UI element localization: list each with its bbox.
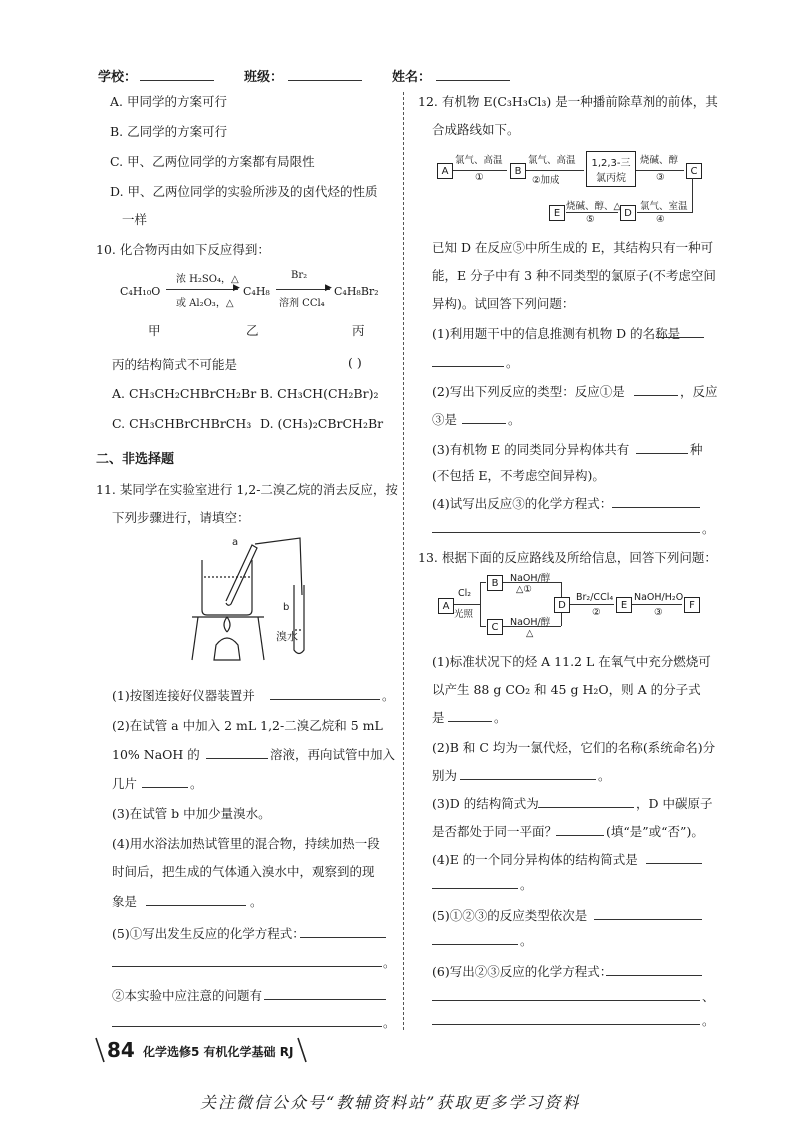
q10-label-jia: 甲 — [148, 323, 161, 338]
q13-cond-b-top: NaOH/醇 — [510, 573, 551, 584]
q13-arrow-e — [632, 604, 682, 605]
q12-q2-line2: ③是 — [432, 412, 458, 427]
q11-stem: 11. 某同学在实验室进行 1,2-二溴乙烷的消去反应，按 — [96, 482, 398, 497]
q13-q5-blank-2[interactable] — [432, 944, 518, 945]
q12-arrow4 — [637, 212, 693, 213]
q12-arrow5 — [566, 212, 618, 213]
q13-branch-top — [480, 582, 486, 583]
q11-step2-line2-a: 10% NaOH 的 — [112, 747, 200, 762]
class-label: 班级： — [244, 70, 284, 85]
q12-cond3-bot: ③ — [656, 172, 665, 183]
q13-branch-bot — [480, 626, 486, 627]
q13-box-f: F — [684, 597, 700, 613]
q10-product: C₄H₈Br₂ — [334, 285, 379, 298]
q11-step1: (1)按图连接好仪器装置并 — [112, 688, 255, 703]
q13-q3-blank-1[interactable] — [538, 807, 634, 808]
q10-option-d: D. (CH₃)₂CBrCH₂Br — [260, 416, 384, 431]
q11-step5: (5)①写出发生反应的化学方程式： — [112, 926, 305, 941]
q12-cond2-bot: ②加成 — [532, 175, 560, 186]
q12-q3: (3)有机物 E 的同类同分异构体共有 — [432, 442, 630, 457]
q13-cond-a-top: Cl₂ — [458, 588, 472, 599]
q13-cond-e-bot: ③ — [654, 607, 663, 618]
q13-cond-c-bot: △ — [526, 628, 534, 639]
q11-step4-line3: 象是 — [112, 894, 138, 909]
q12-q4-blank-1[interactable] — [612, 507, 700, 508]
q11-step2-line3: 几片 — [112, 776, 138, 791]
q12-q1-blank-a[interactable] — [656, 337, 704, 338]
q12-para-3: 异构)。试回答下列问题： — [432, 296, 575, 311]
class-blank[interactable] — [288, 80, 362, 81]
q13-box-d: D — [554, 597, 570, 613]
name-blank[interactable] — [436, 80, 510, 81]
q13-box-c: C — [487, 619, 503, 635]
q13-q2: (2)B 和 C 均为一氯代烃，它们的名称(系统命名)分 — [432, 740, 716, 755]
q13-q3-line2: 是否都处于同一平面？ — [432, 824, 558, 839]
q12-cond4-top: 氯气、室温 — [640, 201, 688, 212]
q12-connector — [692, 178, 694, 212]
fig-label-b: b — [283, 602, 290, 613]
q10-arrow2 — [276, 289, 330, 290]
q13-box-a: A — [438, 598, 454, 614]
q13-q5: (5)①②③的反应类型依次是 — [432, 908, 588, 923]
q13-q1-end: 。 — [494, 710, 507, 725]
q13-q1-line2: 以产生 88 g CO₂ 和 45 g H₂O，则 A 的分子式 — [432, 682, 701, 697]
q13-q4-blank-2[interactable] — [432, 888, 518, 889]
q13-q4: (4)E 的一个同分异构体的结构简式是 — [432, 852, 638, 867]
footer-slash-right — [294, 1036, 312, 1064]
q11-step4-end: 。 — [250, 894, 263, 909]
q9-option-c: C. 甲、乙两位同学的方案都有局限性 — [110, 154, 315, 169]
q10-option-a: A. CH₃CH₂CHBrCH₂Br — [112, 386, 257, 401]
q12-cond2-top: 氯气、高温 — [528, 155, 576, 166]
q11-step2-solvent-blank[interactable] — [206, 758, 268, 759]
wechat-note: 关注微信公众号“教辅资料站”获取更多学习资料 — [200, 1093, 581, 1112]
q12-cond5-bot: ⑤ — [586, 214, 595, 225]
q13-q4-blank-1[interactable] — [646, 863, 702, 864]
q12-box-b: B — [510, 163, 526, 179]
q13-q3-blank-2[interactable] — [556, 835, 604, 836]
q12-q1: (1)利用题干中的信息推测有机物 D 的名称是 — [432, 326, 681, 341]
q11-step1-blank[interactable] — [270, 699, 380, 700]
q12-cond5-top: 烧碱、醇、△ — [566, 201, 621, 212]
q12-q1-end: 。 — [506, 355, 519, 370]
q13-cond-d-bot: ② — [592, 607, 601, 618]
q12-q4-end: 。 — [702, 521, 715, 536]
fig-label-a: a — [232, 537, 239, 548]
q13-q6-end: 。 — [702, 1013, 715, 1028]
q12-q3-line2: (不包括 E，不考虑空间异构)。 — [432, 468, 605, 483]
q13-q5-end: 。 — [520, 933, 533, 948]
q11-step5-blank2[interactable] — [112, 966, 382, 967]
q10-intermediate: C₄H₈ — [243, 285, 270, 298]
q13-q6: (6)写出②③反应的化学方程式： — [432, 964, 613, 979]
q10-option-c: C. CH₃CHBrCHBrCH₃ — [112, 416, 252, 431]
q12-q4-blank-2[interactable] — [432, 532, 700, 533]
q12-stem: 12. 有机物 E(C₃H₃Cl₃) 是一种播前除草剂的前体，其 — [418, 94, 718, 109]
q11-step2: (2)在试管 a 中加入 2 mL 1,2-二溴乙烷和 5 mL — [112, 718, 383, 733]
q13-q2-end: 。 — [598, 768, 611, 783]
q12-q1-blank-b[interactable] — [432, 366, 504, 367]
q13-q6-blank-3[interactable] — [432, 1024, 700, 1025]
q13-branch — [480, 582, 482, 626]
q13-box-b: B — [487, 575, 503, 591]
q13-q6-mid: 、 — [702, 989, 715, 1004]
q10-question: 丙的结构简式不可能是 — [112, 357, 238, 372]
q12-q2-end: 。 — [508, 412, 521, 427]
q10-cond2-top: Br₂ — [291, 270, 308, 281]
q12-q3-blank[interactable] — [636, 453, 688, 454]
q11-step6-blank1[interactable] — [264, 999, 386, 1000]
q12-box-d: D — [620, 205, 636, 221]
q11-step4-blank[interactable] — [146, 905, 246, 906]
q13-arrow-a — [454, 604, 480, 605]
q10-label-bing: 丙 — [352, 323, 365, 338]
q9-option-d-cont: 一样 — [122, 212, 148, 227]
q11-step6: ②本实验中应注意的问题有 — [112, 988, 263, 1003]
q12-para-2: 能，E 分子中有 3 种不同类型的氯原子(不考虑空间 — [432, 268, 716, 283]
name-label: 姓名： — [392, 70, 432, 85]
q10-answer-paren[interactable]: ( ) — [348, 355, 362, 370]
apparatus-figure — [190, 535, 330, 675]
q12-cond1-top: 氯气、高温 — [455, 155, 503, 166]
q11-step4: (4)用水浴法加热试管里的混合物，持续加热一段 — [112, 836, 380, 851]
q11-step6-blank2[interactable] — [112, 1026, 382, 1027]
q11-step4-line2: 时间后，把生成的气体通入溴水中，观察到的现 — [112, 864, 375, 879]
q11-step5-end: 。 — [383, 955, 396, 970]
q12-cond4-bot: ④ — [656, 214, 665, 225]
q13-stem: 13. 根据下面的反应路线及所给信息，回答下列问题： — [418, 550, 717, 565]
q13-arrow-d — [570, 604, 614, 605]
q12-arrow3 — [636, 170, 684, 171]
q12-box-mid-line2: 氯丙烷 — [596, 173, 626, 184]
q13-q2-line2: 别为 — [432, 768, 458, 783]
q12-arrow1 — [453, 170, 507, 171]
q13-q5-blank-1[interactable] — [594, 919, 702, 920]
q9-option-b: B. 乙同学的方案可行 — [110, 124, 228, 139]
q9-option-d: D. 甲、乙两位同学的实验所涉及的卤代烃的性质 — [110, 184, 378, 199]
q13-arrow-c — [503, 626, 561, 627]
q13-cond-d-top: Br₂/CCl₄ — [576, 592, 614, 603]
q12-q2-blank-1[interactable] — [634, 395, 678, 396]
q12-cond1-bot: ① — [475, 172, 484, 183]
q11-step2-chips-blank[interactable] — [142, 787, 188, 788]
q10-reactant: C₄H₁₀O — [120, 285, 161, 298]
q11-step5-blank1[interactable] — [300, 937, 386, 938]
q13-q3-end: (填“是”或“否”)。 — [606, 824, 704, 839]
q11-step1-end: 。 — [382, 688, 395, 703]
school-label: 学校： — [98, 70, 138, 85]
q10-cond1-bottom: 或 Al₂O₃，△ — [176, 298, 234, 309]
q12-para-1: 已知 D 在反应⑤中所生成的 E，其结构只有一种可 — [432, 240, 714, 255]
q13-cond-c-top: NaOH/醇 — [510, 617, 551, 628]
q12-q3-end: 种 — [690, 442, 703, 457]
q13-q1-blank[interactable] — [448, 721, 492, 722]
q13-q3: (3)D 的结构简式为 — [432, 796, 539, 811]
q11-step2-end: 。 — [190, 776, 203, 791]
q10-arrow2-head: ▶ — [325, 283, 332, 293]
q11-step2-line2-b: 溶液，再向试管中加入 — [270, 747, 396, 762]
q11-step6-end: 。 — [383, 1015, 396, 1030]
q12-box-mid-line1: 1,2,3-三 — [591, 158, 631, 169]
q13-q3-mid: ，D 中碳原子 — [636, 796, 713, 811]
q13-q1-line3: 是 — [432, 710, 445, 725]
q13-q1: (1)标准状况下的烃 A 11.2 L 在氧气中充分燃烧可 — [432, 654, 711, 669]
q13-cond-e-top: NaOH/H₂O — [634, 592, 684, 603]
q9-option-a: A. 甲同学的方案可行 — [110, 94, 227, 109]
q10-stem: 10. 化合物丙由如下反应得到： — [96, 242, 270, 257]
q13-box-e: E — [616, 597, 632, 613]
section-heading: 二、非选择题 — [96, 452, 175, 467]
q12-cond3-top: 烧碱、醇 — [640, 155, 679, 166]
column-divider — [403, 92, 404, 1030]
q13-cond-a-bot: 光照 — [454, 609, 474, 620]
q10-cond2-bottom: 溶剂 CCl₄ — [279, 298, 325, 309]
q12-box-c: C — [686, 163, 702, 179]
q11-stem-cont: 下列步骤进行，请填空： — [112, 510, 250, 525]
q12-q2: (2)写出下列反应的类型：反应①是 — [432, 384, 625, 399]
q12-arrow2 — [526, 170, 584, 171]
q10-cond1-top: 浓 H₂SO₄，△ — [176, 274, 239, 285]
book-title: 化学选修5 有机化学基础 RJ — [143, 1045, 294, 1059]
q10-arrow1-head: ▶ — [233, 283, 240, 293]
q10-arrow1 — [166, 289, 238, 290]
page-number: 84 — [107, 1038, 135, 1062]
q12-q4: (4)试写出反应③的化学方程式： — [432, 496, 613, 511]
school-blank[interactable] — [140, 80, 214, 81]
q13-arrow-b — [503, 582, 561, 583]
q10-label-yi: 乙 — [246, 323, 259, 338]
q12-q2-blank-3[interactable] — [462, 423, 506, 424]
q13-q6-blank-1[interactable] — [606, 975, 702, 976]
q13-q2-blank[interactable] — [460, 779, 596, 780]
q12-q2-mid: ，反应 — [680, 384, 718, 399]
fig-label-bromine-water: 溴水 — [276, 630, 298, 643]
q12-box-trichloropropane — [586, 151, 636, 187]
q12-stem-cont: 合成路线如下。 — [432, 122, 520, 137]
q13-q6-blank-2[interactable] — [432, 1000, 700, 1001]
q13-cond-b-bot: △① — [516, 584, 532, 595]
q11-step3: (3)在试管 b 中加少量溴水。 — [112, 806, 271, 821]
q12-box-a: A — [437, 163, 453, 179]
q13-q4-end: 。 — [520, 877, 533, 892]
q10-option-b: B. CH₃CH(CH₂Br)₂ — [260, 386, 379, 401]
q12-box-e: E — [549, 205, 565, 221]
